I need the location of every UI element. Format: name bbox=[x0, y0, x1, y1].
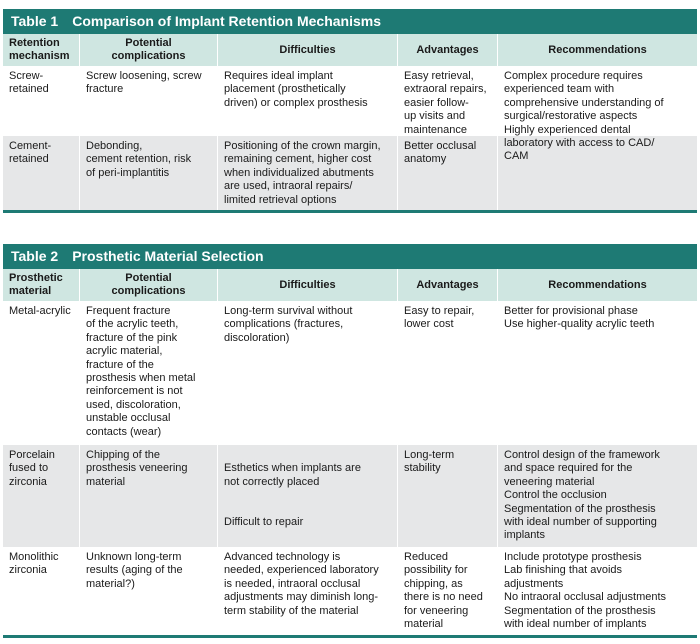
cell-difficulties: Requires ideal implant placement (prosthetically driven) or complex prosthesis bbox=[218, 66, 398, 136]
cell-advantages: Easy to repair, lower cost bbox=[398, 301, 498, 445]
cell-complications: Frequent fracture of the acrylic teeth, fracture of the pink acrylic material, fracture of the prosthesis when metal reinforcement is not used, discoloration, unstable occlusal contacts (wear) bbox=[80, 301, 218, 445]
cell-material: Metal-acrylic bbox=[3, 301, 80, 445]
table-row bbox=[3, 445, 697, 547]
table-2-title-bar bbox=[3, 244, 697, 269]
cell-recommendations: Control design of the framework and space required for the veneering material Control the occlusion Segmentation of the prosthesis with ideal number of supporting implants bbox=[504, 449, 660, 542]
cell-difficulties bbox=[218, 445, 398, 547]
table-2-title: Prosthetic Material Selection bbox=[72, 248, 264, 264]
table-row bbox=[3, 547, 697, 635]
header-recommendations: Recommendations bbox=[548, 43, 647, 56]
cell-complications: Screw loosening, screw fracture bbox=[80, 66, 218, 136]
cell-complications: Chipping of the prosthesis veneering material bbox=[80, 445, 218, 547]
cell-material: Monolithic zirconia bbox=[3, 547, 80, 635]
header-advantages: Advantages bbox=[398, 269, 498, 301]
cell-mechanism: Cement- retained bbox=[3, 136, 80, 210]
table-2 bbox=[3, 244, 697, 638]
cell-difficulties-part-b: Difficult to repair bbox=[224, 515, 304, 528]
table-1-title: Comparison of Implant Retention Mechanisms bbox=[72, 13, 382, 29]
cell-complications: Unknown long-term results (aging of the material?) bbox=[80, 547, 218, 635]
cell-difficulties: Positioning of the crown margin, remaining cement, higher cost when individualized abutments are used, intraoral repairs/ limited retrieval options bbox=[218, 136, 398, 210]
table-2-bottom-rule bbox=[3, 635, 697, 638]
cell-advantages: Easy retrieval, extraoral repairs, easier follow- up visits and maintenance bbox=[398, 66, 498, 136]
table-1-bottom-rule bbox=[3, 210, 697, 213]
cell-advantages: Reduced possibility for chipping, as there is no need for veneering material bbox=[398, 547, 498, 635]
table-1-title-bar bbox=[3, 9, 697, 34]
cell-advantages: Long-term stability bbox=[398, 445, 498, 547]
table-row bbox=[3, 136, 697, 210]
cell-difficulties: Long-term survival without complications (fractures, discoloration) bbox=[218, 301, 398, 445]
header-recommendations: Recommendations bbox=[548, 278, 647, 291]
header-difficulties: Difficulties bbox=[218, 34, 398, 66]
cell-recommendations-empty bbox=[498, 136, 697, 210]
table-row bbox=[3, 301, 697, 445]
cell-recommendations: Include prototype prosthesis Lab finishing that avoids adjustments No intraoral occlusal adjustments Segmentation of the prosthesis with ideal number of implants bbox=[504, 551, 667, 631]
table-1 bbox=[3, 9, 697, 213]
header-advantages: Advantages bbox=[398, 34, 498, 66]
cell-material: Porcelain fused to zirconia bbox=[3, 445, 80, 547]
cell-mechanism: Screw- retained bbox=[3, 66, 80, 136]
cell-recommendations: Better for provisional phase Use higher-quality acrylic teeth bbox=[504, 305, 655, 331]
header-prosthetic-material: Prosthetic material bbox=[3, 269, 80, 301]
header-difficulties: Difficulties bbox=[218, 269, 398, 301]
cell-recommendations: Complex procedure requires experienced team with comprehensive understanding of surgical/restorative aspects Highly experienced dental laboratory with access to CAD/ CAM bbox=[504, 70, 664, 163]
table-1-header-row bbox=[3, 34, 697, 66]
header-potential-complications: Potential complications bbox=[80, 34, 218, 66]
cell-difficulties: Advanced technology is needed, experienced laboratory is needed, intraoral occlusal adjustments may diminish long- term stability of the material bbox=[218, 547, 398, 635]
table-2-number: Table 2 bbox=[11, 248, 59, 264]
table-1-number: Table 1 bbox=[11, 13, 59, 29]
cell-advantages: Better occlusal anatomy bbox=[398, 136, 498, 210]
cell-difficulties-part-a: Esthetics when implants are not correctly placed bbox=[224, 462, 361, 488]
header-retention-mechanism: Retention mechanism bbox=[3, 34, 80, 66]
header-potential-complications: Potential complications bbox=[80, 269, 218, 301]
cell-complications: Debonding, cement retention, risk of peri-implantitis bbox=[80, 136, 218, 210]
table-2-header-row bbox=[3, 269, 697, 301]
